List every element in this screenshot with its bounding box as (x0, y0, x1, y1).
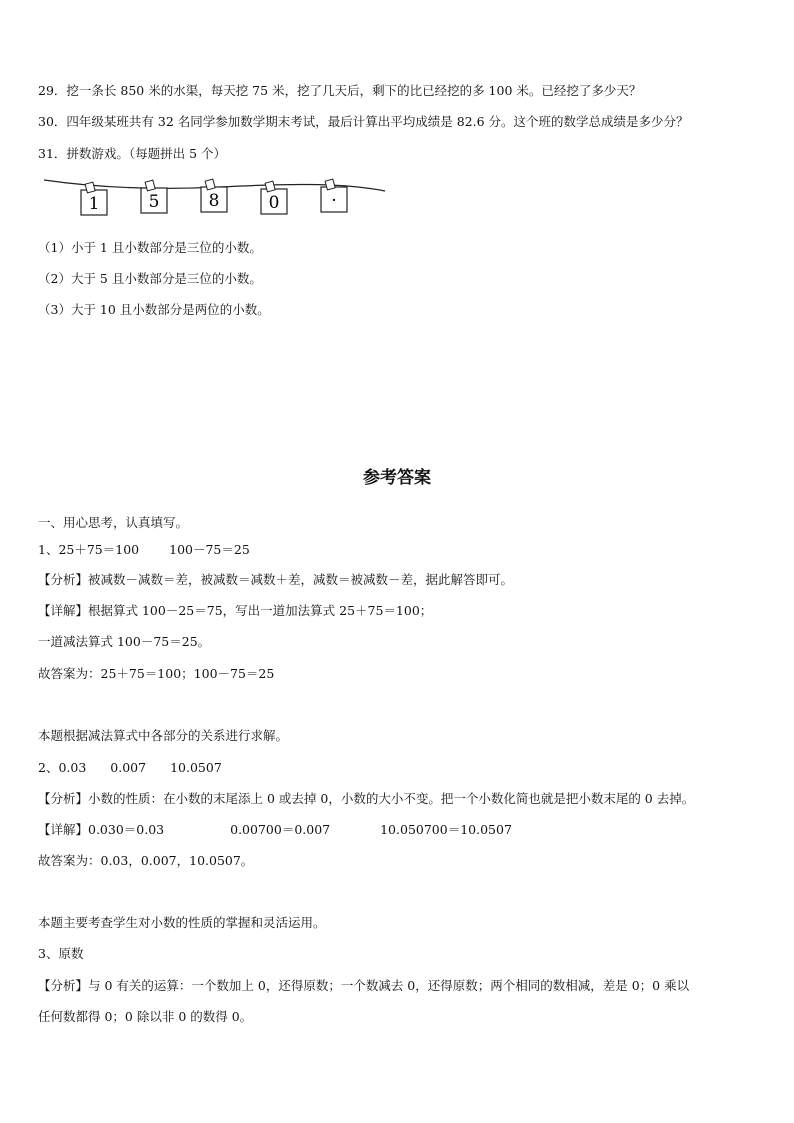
question-31-part-1: （1）小于 1 且小数部分是三位的小数。 (38, 240, 262, 255)
card-3-label: 8 (208, 191, 220, 211)
answer-1-detail: 【详解】根据算式 100－25＝75，写出一道加法算式 25＋75＝100； (38, 603, 433, 618)
card-5 (321, 179, 347, 212)
answer-1-note: 本题根据减法算式中各部分的关系进行求解。 (38, 728, 289, 743)
answer-2-detail-a: 【详解】0.030＝0.03 (38, 822, 165, 837)
question-30: 30．四年级某班共有 32 名同学参加数学期末考试，最后计算出平均成绩是 82.6 分。这个班的数学总成绩是多少分？ (38, 114, 689, 129)
answer-1-final: 故答案为：25＋75＝100；100－75＝25 (38, 666, 275, 681)
answer-2-heading (38, 760, 222, 776)
answer-2-detail-c: 10.050700＝10.0507 (380, 822, 512, 837)
question-31-part-3: （3）大于 10 且小数部分是两位的小数。 (38, 302, 270, 317)
answer-1-b: 100－75＝25 (169, 542, 250, 557)
answer-1-analysis: 【分析】被减数－减数＝差，被减数＝减数＋差，减数＝被减数－差，据此解答即可。 (38, 572, 514, 587)
answer-3-heading: 3、原数 (38, 946, 84, 961)
card-4-label: 0 (268, 193, 280, 213)
question-31: 31．拼数游戏。（每题拼出 5 个） (38, 146, 227, 161)
card-2 (141, 180, 167, 213)
answer-2-detail (38, 822, 512, 838)
number-cards-figure (40, 174, 390, 222)
card-3 (201, 179, 227, 212)
answer-2-a: 2、0.03 (38, 760, 87, 775)
answer-2-detail-b: 0.00700＝0.007 (230, 822, 331, 837)
answer-1-detail-2: 一道减法算式 100－75＝25。 (38, 634, 211, 649)
card-2-label: 5 (148, 192, 160, 212)
answer-2-note: 本题主要考查学生对小数的性质的掌握和灵活运用。 (38, 915, 326, 930)
answer-2-analysis: 【分析】小数的性质：在小数的末尾添上 0 或去掉 0，小数的大小不变。把一个小数化简也就是把小数末尾的 0 去掉。 (38, 791, 695, 806)
answer-2-b: 0.007 (110, 760, 147, 775)
answers-title: 参考答案 (363, 468, 431, 488)
card-1-label: 1 (88, 194, 100, 214)
answer-1-a: 1、25＋75＝100 (38, 542, 140, 557)
question-29: 29．挖一条长 850 米的水渠，每天挖 75 米，挖了几天后，剩下的比已经挖的多 100 米。已经挖了多少天？ (38, 83, 642, 98)
card-4 (261, 181, 287, 214)
answer-1-heading (38, 542, 250, 558)
section-1-heading: 一、用心思考，认真填写。 (38, 515, 189, 530)
answer-3-analysis: 【分析】与 0 有关的运算：一个数加上 0，还得原数；一个数减去 0，还得原数；两个相同的数相减，差是 0；0 乘以 (38, 978, 690, 993)
answer-2-final: 故答案为：0.03，0.007，10.0507。 (38, 853, 254, 868)
answer-2-c: 10.0507 (170, 760, 222, 775)
answer-3-analysis-2: 任何数都得 0；0 除以非 0 的数得 0。 (38, 1009, 253, 1024)
card-1 (81, 182, 107, 215)
question-31-part-2: （2）大于 5 且小数部分是三位的小数。 (38, 271, 262, 286)
card-5-label: · (331, 191, 337, 211)
